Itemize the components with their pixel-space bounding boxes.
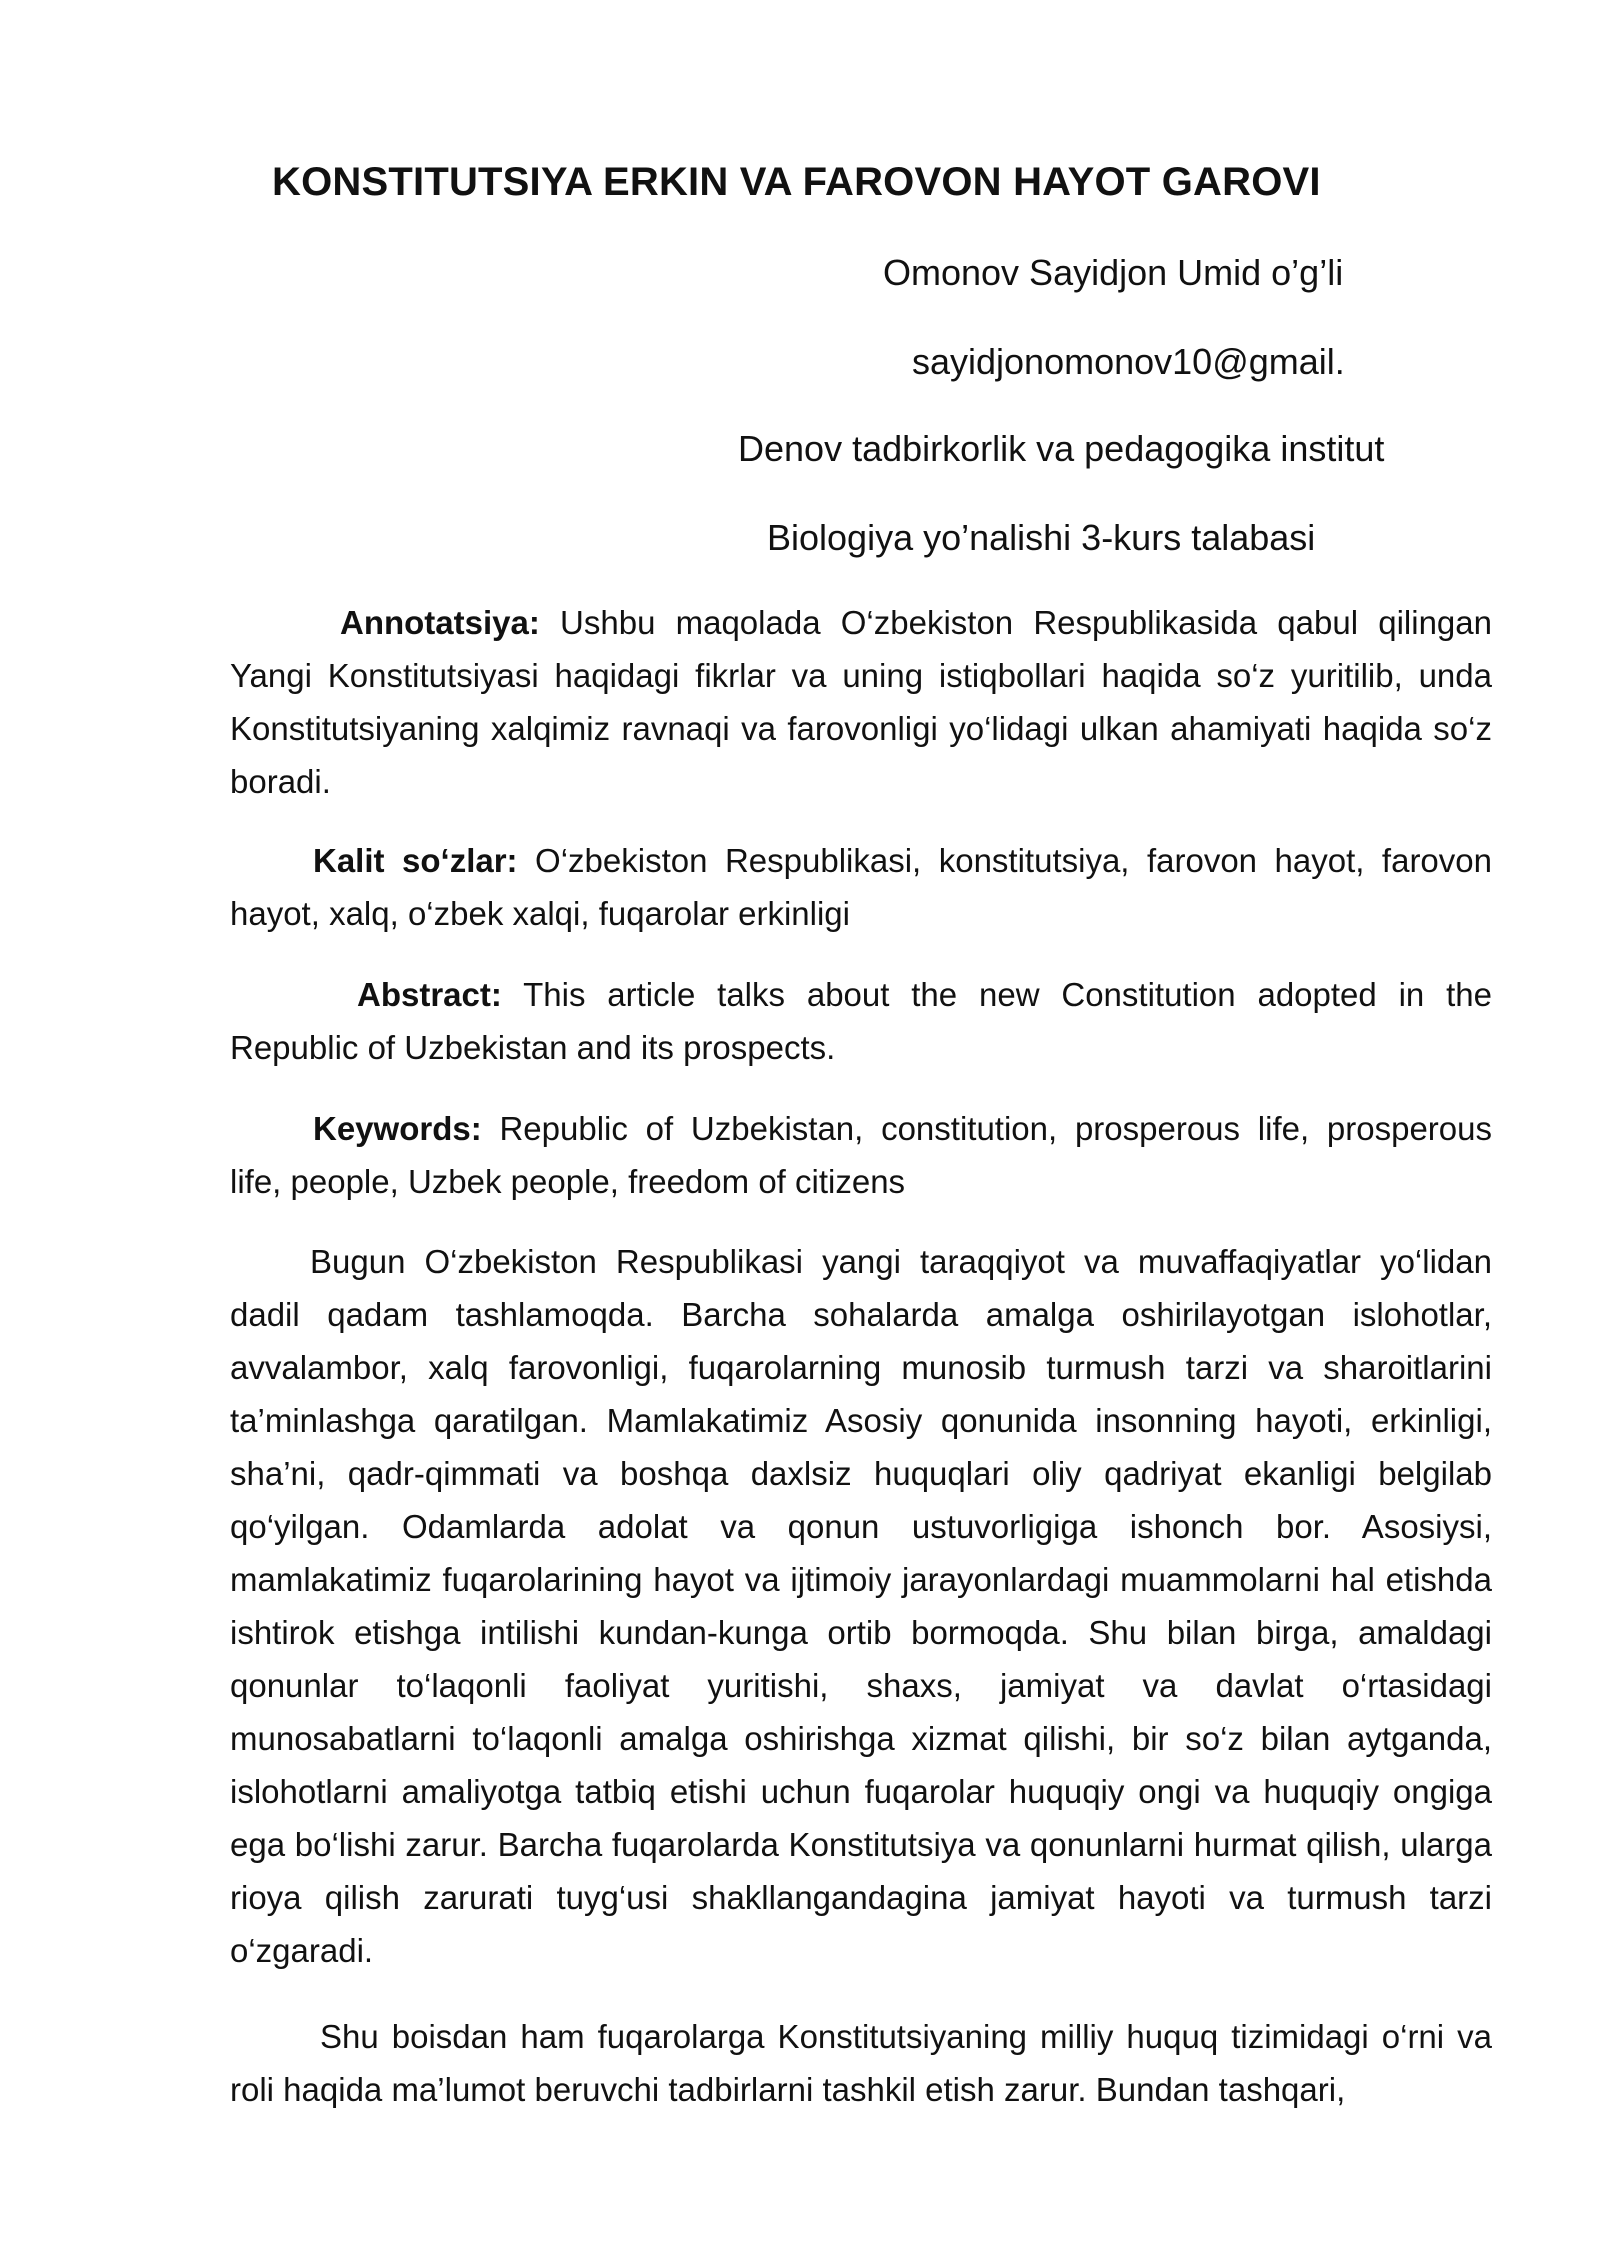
- body-paragraph-1: Bugun O‘zbekiston Respublikasi yangi taraqqiyot va muvaffaqiyatlar yo‘lidan dadil qadam tashlamoqda. Barcha sohalarda amalga oshirilayotgan islohotlar, avvalambor, xalq farovonligi, fuqarolarning munosib turmush tarzi va sharoitlarini ta’minlashga qaratilgan. Mamlakatimiz Asosiy qonunida insonning hayoti, erkinligi, sha’ni, qadr-qimmati va boshqa daxlsiz huquqlari oliy qadriyat ekanligi belgilab qo‘yilgan. Odamlarda adolat va qonun ustuvorligiga ishonch bor. Asosiysi, mamlakatimiz fuqarolarining hayot va ijtimoiy jarayonlardagi muammolarni hal etishda ishtirok etishga intilishi kundan-kunga ortib bormoqda. Shu bilan birga, amaldagi qonunlar to‘laqonli faoliyat yuritishi, shaxs, jamiyat va davlat o‘rtasidagi munosabatlarni to‘laqonli amalga oshirishga xizmat qilishi, bir so‘z bilan aytganda, islohotlarni amaliyotga tatbiq etishi uchun fuqarolar huquqiy ongi va huquqiy ongiga ega bo‘lishi zarur. Barcha fuqarolarda Konstitutsiya va qonunlarni hurmat qilish, ularga rioya qilish zarurati tuyg‘usi shakllangandagina jamiyat hayoti va turmush tarzi o‘zgaradi.: [230, 1243, 1492, 1969]
- kalit-sozlar-text: O‘zbekiston Respublikasi, konstitutsiya, farovon hayot, farovon hayot, xalq, o‘zbek xalqi, fuqarolar erkinligi: [230, 842, 1492, 932]
- annotation-label: Annotatsiya:: [340, 604, 540, 641]
- kalit-sozlar-paragraph: [230, 834, 1492, 940]
- keywords-label: Keywords:: [313, 1110, 482, 1147]
- author-name: Omonov Sayidjon Umid o’g’li: [883, 252, 1344, 293]
- annotation-text: Ushbu maqolada O‘zbekiston Respublikasida qabul qilingan Yangi Konstitutsiyasi haqidagi fikrlar va uning istiqbollari haqida so‘z yuritilib, unda Konstitutsiyaning xalqimiz ravnaqi va farovonligi yo‘lidagi ulkan ahamiyati haqida so‘z boradi.: [230, 604, 1492, 800]
- annotation-paragraph: [230, 596, 1492, 808]
- keywords-text: Republic of Uzbekistan, constitution, prosperous life, prosperous life, people, Uzbek people, freedom of citizens: [230, 1110, 1492, 1200]
- keywords-paragraph: [230, 1102, 1492, 1208]
- abstract-text: This article talks about the new Constitution adopted in the Republic of Uzbekistan and its prospects.: [230, 976, 1492, 1066]
- abstract-paragraph: [230, 968, 1492, 1074]
- body-paragraph-2: Shu boisdan ham fuqarolarga Konstitutsiyaning milliy huquq tizimidagi o‘rni va roli haqida ma’lumot beruvchi tadbirlarni tashkil etish zarur. Bundan tashqari,: [230, 2018, 1492, 2108]
- article-title: KONSTITUTSIYA ERKIN VA FAROVON HAYOT GAROVI: [272, 160, 1321, 204]
- author-status: Biologiya yo’nalishi 3-kurs talabasi: [767, 517, 1316, 558]
- kalit-sozlar-label: Kalit so‘zlar:: [313, 842, 518, 879]
- abstract-label: Abstract:: [357, 976, 502, 1013]
- author-institution: Denov tadbirkorlik va pedagogika institut: [738, 428, 1385, 469]
- author-email: sayidjonomonov10@gmail.: [912, 341, 1345, 382]
